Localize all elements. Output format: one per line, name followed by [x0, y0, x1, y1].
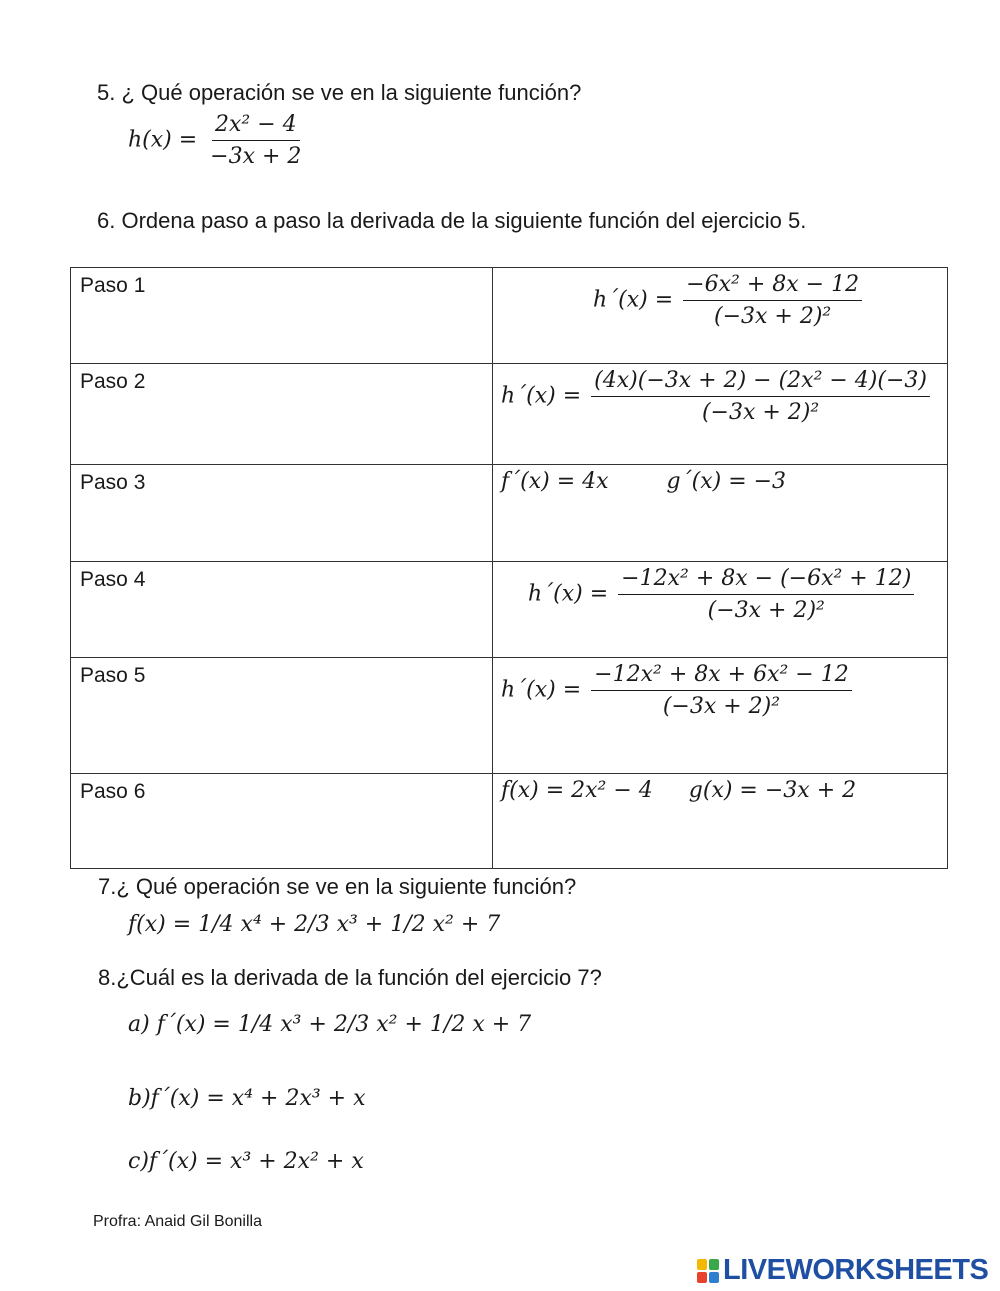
author-footer: Profra: Anaid Gil Bonilla: [93, 1213, 262, 1230]
table-row: [71, 562, 948, 658]
step4-lhs: h´(x) =: [528, 581, 609, 607]
option-c[interactable]: c)f´(x) = x³ + 2x² + x: [128, 1149, 364, 1174]
step5-lhs: h´(x) =: [501, 677, 582, 703]
step2-denominator: (−3x + 2)²: [701, 400, 820, 425]
step6-g: g(x) = −3x + 2: [688, 778, 857, 803]
step-label: Paso 4: [71, 562, 493, 658]
step-label: Paso 2: [71, 364, 493, 465]
q5-numerator: 2x² − 4: [212, 112, 300, 141]
table-row: [71, 364, 948, 465]
step-label: Paso 3: [71, 465, 493, 562]
step-expression[interactable]: [493, 562, 948, 658]
step1-numerator: −6x² + 8x − 12: [683, 272, 862, 301]
option-b[interactable]: b)f´(x) = x⁴ + 2x³ + x: [128, 1086, 366, 1111]
step-expression[interactable]: [493, 774, 948, 869]
step5-numerator: −12x² + 8x + 6x² − 12: [591, 662, 852, 691]
step5-denominator: (−3x + 2)²: [662, 694, 781, 719]
question-5: 5. ¿ Qué operación se ve en la siguiente función?: [97, 80, 582, 105]
step4-numerator: −12x² + 8x − (−6x² + 12): [618, 566, 914, 595]
step1-denominator: (−3x + 2)²: [714, 304, 832, 329]
step-expression[interactable]: [493, 268, 948, 364]
q5-formula: [128, 112, 307, 169]
table-row: [71, 268, 948, 364]
question-7: 7.¿ Qué operación se ve en la siguiente función?: [98, 874, 577, 899]
step-expression[interactable]: [493, 465, 948, 562]
question-6: 6. Ordena paso a paso la derivada de la siguiente función del ejercicio 5.: [97, 208, 807, 233]
step2-lhs: h´(x) =: [501, 383, 582, 409]
table-row: [71, 658, 948, 774]
step-label: Paso 1: [71, 268, 493, 364]
logo-blocks-icon: [697, 1259, 719, 1283]
step2-numerator: (4x)(−3x + 2) − (2x² − 4)(−3): [591, 368, 930, 397]
table-row: [71, 774, 948, 869]
steps-table: [70, 267, 948, 869]
step6-f: f(x) = 2x² − 4: [501, 778, 653, 803]
step-label: Paso 6: [71, 774, 493, 869]
step-label: Paso 5: [71, 658, 493, 774]
step1-lhs: h´(x) =: [593, 287, 674, 313]
q5-lhs: h(x) =: [128, 127, 198, 153]
step4-denominator: (−3x + 2)²: [707, 598, 825, 623]
table-row: [71, 465, 948, 562]
q5-denominator: −3x + 2: [210, 144, 302, 169]
q7-formula: f(x) = 1/4 x⁴ + 2/3 x³ + 1/2 x² + 7: [128, 912, 501, 937]
step-expression[interactable]: [493, 364, 948, 465]
step3-g: g´(x) = −3: [666, 469, 787, 494]
step-expression[interactable]: [493, 658, 948, 774]
option-a[interactable]: a) f´(x) = 1/4 x³ + 2/3 x² + 1/2 x + 7: [128, 1012, 532, 1037]
question-8: 8.¿Cuál es la derivada de la función del ejercicio 7?: [98, 965, 602, 990]
q5-fraction: [207, 112, 304, 169]
logo-text: LIVEWORKSHEETS: [723, 1254, 989, 1286]
liveworksheets-logo: [697, 1254, 988, 1287]
step3-f: f´(x) = 4x: [501, 469, 609, 494]
